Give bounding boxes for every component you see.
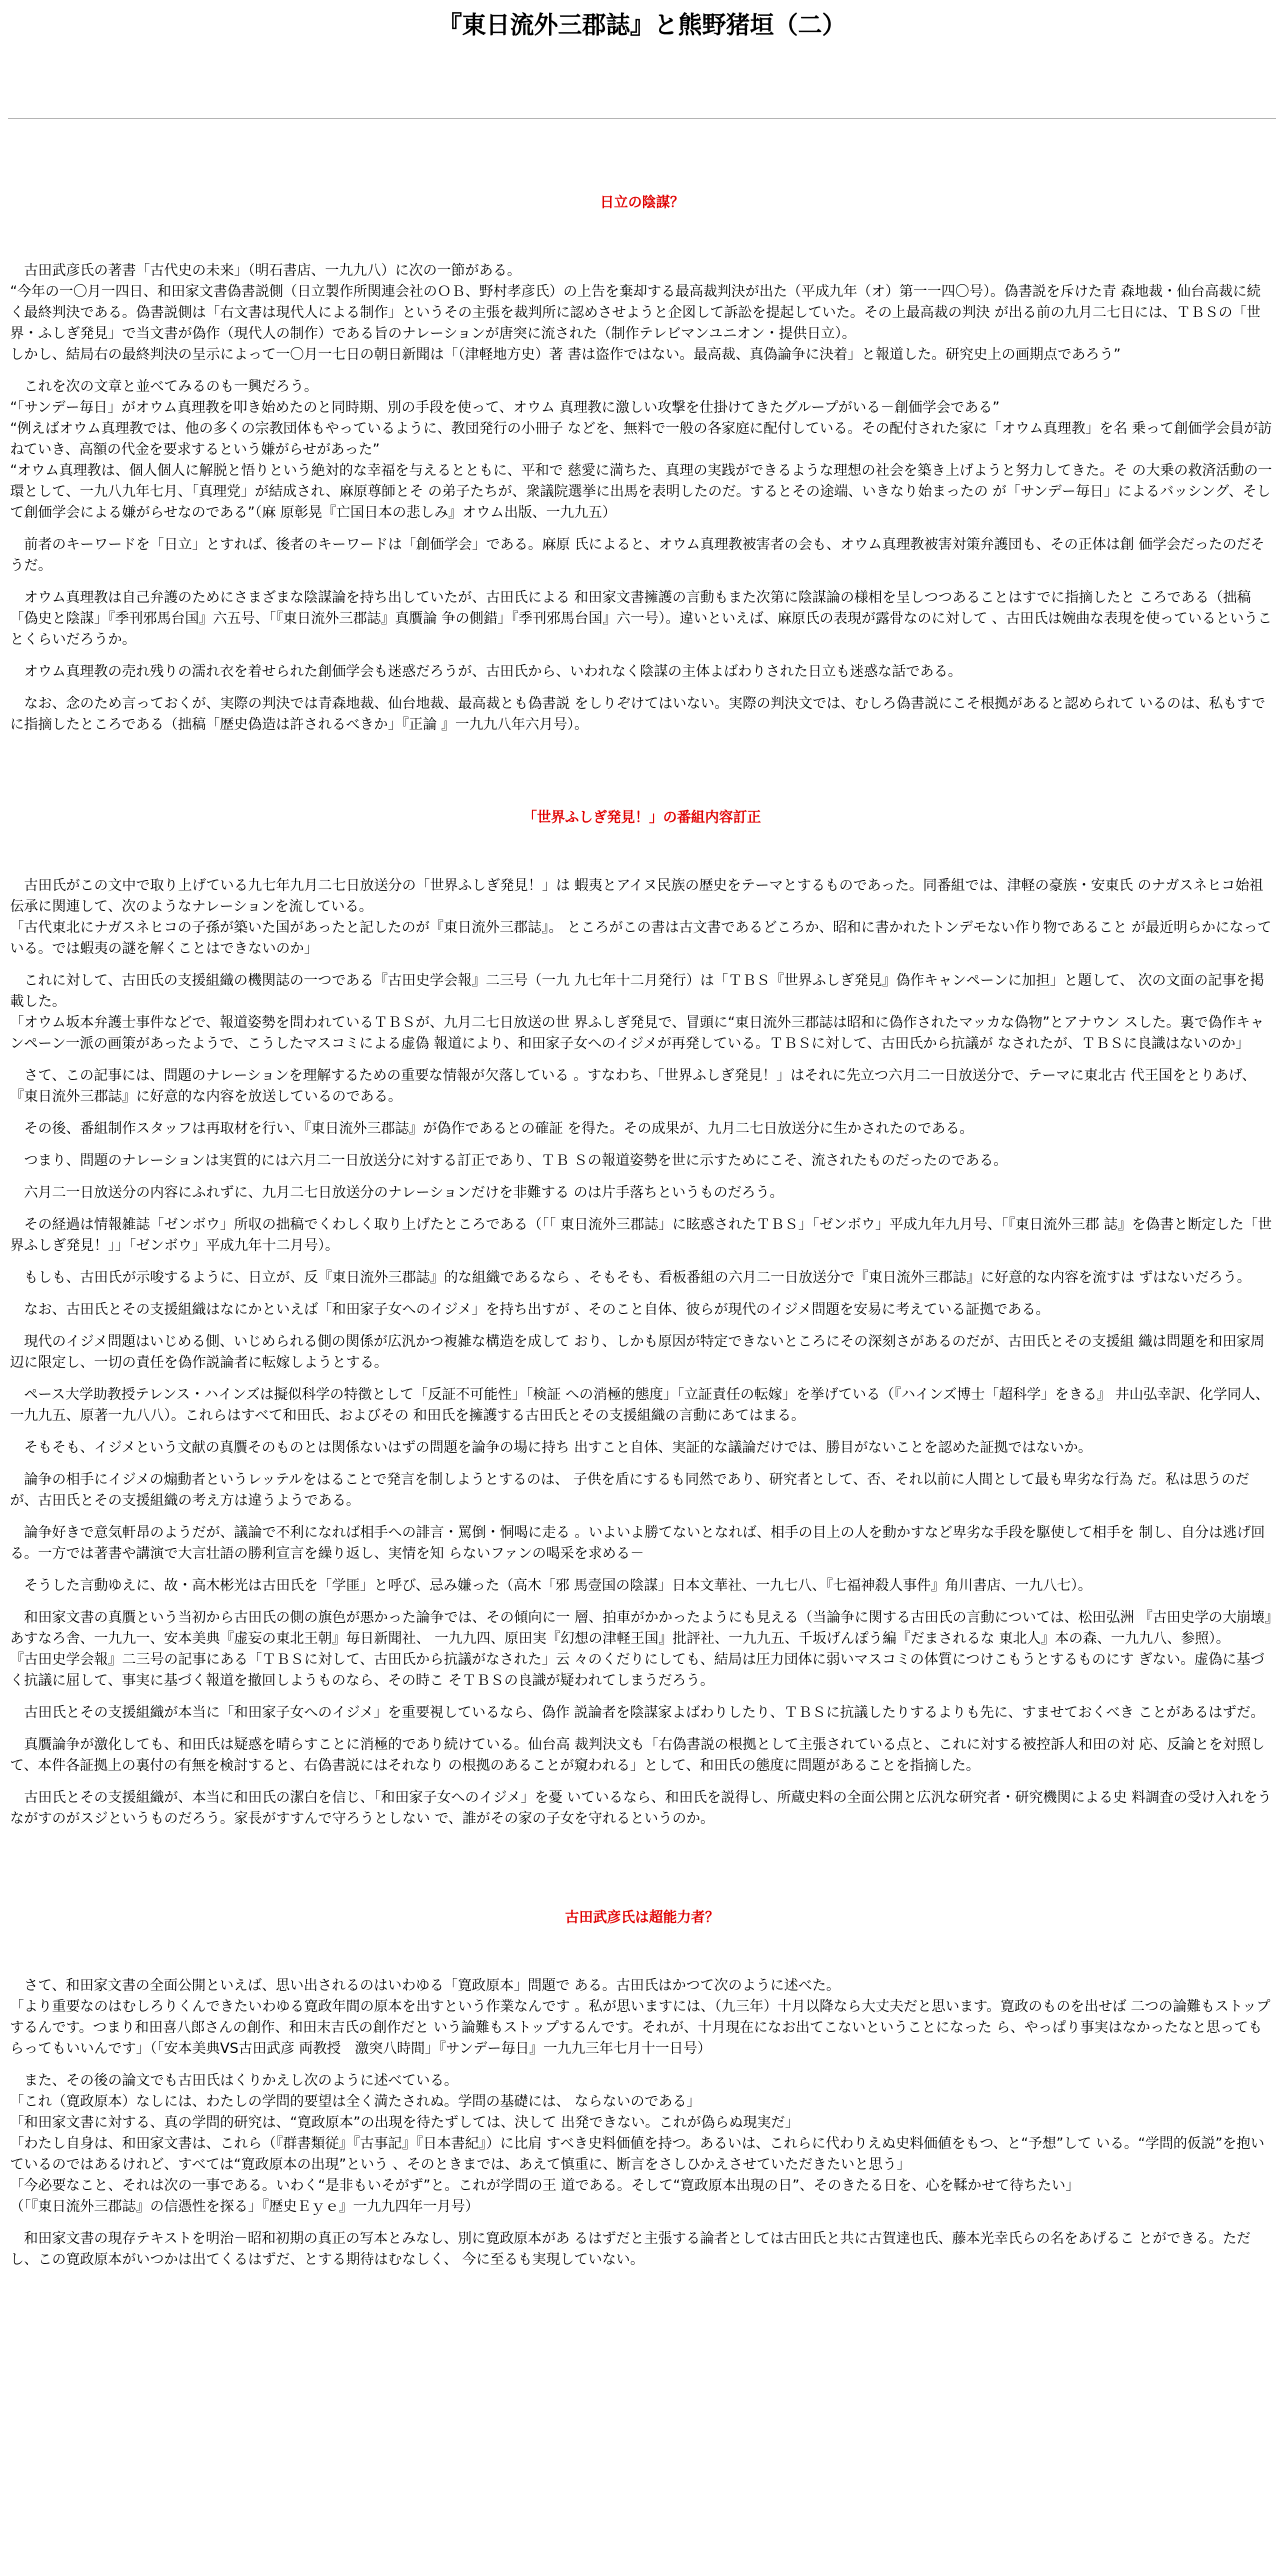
paragraph-line: 論争好きで意気軒昂のようだが、議論で不利になれば相手への誹言・罵倒・恫喝に走る 。いよいよ勝てないとなれば、相手の目上の人を動かすなど卑劣な手段を駆使して相手を 制し、自分は逃げ回る。一方では著書や講演で大言壮語の勝利宣言を繰り返し、実情を知 らないファンの喝采を求める－ bbox=[10, 1525, 1265, 1562]
paragraph bbox=[10, 1788, 1274, 1830]
paragraph-line: また、その後の論文でも古田氏はくりかえし次のように述べている。 bbox=[10, 2073, 458, 2089]
paragraph-line: “例えばオウム真理教では、他の多くの宗教団体もやっているように、教団発行の小冊子 などを、無料で一般の各家庭に配付している。その配付された家に「オウム真理教」を名 乗って創価学会員が訪ねていき、高額の代金を要求するという嫌がらせがあった” bbox=[10, 421, 1272, 458]
paragraph bbox=[10, 261, 1274, 366]
paragraph bbox=[10, 535, 1274, 577]
paragraph-line: 古田氏がこの文中で取り上げている九七年九月二七日放送分の「世界ふしぎ発見！」は 蝦夷とアイヌ民族の歴史をテーマとするものであった。同番組では、津軽の豪族・安東氏 のナガスネヒコ始祖伝承に関連して、次のようなナレーションを流している。 bbox=[10, 878, 1264, 915]
paragraph-line: そもそも、イジメという文献の真贋そのものとは関係ないはずの問題を論争の場に持ち 出すこと自体、実証的な議論だけでは、勝目がないことを認めた証拠ではないか。 bbox=[10, 1440, 1093, 1456]
paragraph bbox=[10, 1608, 1274, 1692]
paragraph-line: 「古代東北にナガスネヒコの子孫が築いた国があったと記したのが『東日流外三郡誌』。 ところがこの書は古文書であるどころか、昭和に書かれたトンデモない作り物であること が最近明らかになっている。では蝦夷の謎を解くことはできないのか」 bbox=[10, 920, 1272, 957]
section-heading: 古田武彦氏は超能力者？ bbox=[565, 1910, 719, 1926]
paragraph-line: その経過は情報雑誌「ゼンボウ」所収の拙稿でくわしく取り上げたところである（「「 東日流外三郡誌」に眩惑されたＴＢＳ」「ゼンボウ」平成九年九月号、「『東日流外三郡 誌』を偽書と断定した「世界ふしぎ発見！」」「ゼンボウ」平成九年十二月号）。 bbox=[10, 1217, 1272, 1254]
paragraph bbox=[10, 694, 1274, 736]
paragraph-line: 「わたし自身は、和田家文書は、これら（『群書類従』『古事記』『日本書紀』）に比肩 すべき史料価値を持つ。あるいは、これらに代わりえぬ史料価値をもつ、と“予想”して いる。“学問的仮説”を抱いているのではあるけれど、すべては“寛政原本の出現”という 、そのときまでは、あえて慎重に、断言をさしひかえさせていただきたいと思う」 bbox=[10, 2136, 1265, 2173]
paragraph bbox=[10, 377, 1274, 524]
title-divider bbox=[8, 118, 1276, 119]
paragraph bbox=[10, 1066, 1274, 1108]
paragraph-line: なお、古田氏とその支援組織はなにかといえば「和田家子女へのイジメ」を持ち出すが 、そのこと自体、彼らが現代のイジメ問題を安易に考えている証拠である。 bbox=[10, 1302, 1050, 1318]
section-heading: 日立の陰謀？ bbox=[600, 195, 684, 211]
section-body bbox=[0, 1976, 1284, 2271]
paragraph bbox=[10, 1576, 1274, 1597]
section bbox=[0, 193, 1284, 736]
paragraph-line: ペース大学助教授テレンス・ハインズは擬似科学の特徴として「反証不可能性」「検証 への消極的態度」「立証責任の転嫁」を挙げている（『ハインズ博士「超科学」をきる』 井山弘幸訳、化学同人、一九九五、原著一九八八）。これらはすべて和田氏、およびその 和田氏を擁護する古田氏とその支援組織の言動にあてはまる。 bbox=[10, 1387, 1270, 1424]
paragraph bbox=[10, 1183, 1274, 1204]
paragraph-line: 古田氏とその支援組織が、本当に和田氏の潔白を信じ、「和田家子女へのイジメ」を憂 いているなら、和田氏を説得し、所蔵史料の全面公開と広汎な研究者・研究機関による史 料調査の受け入れをうながすのがスジというものだろう。家長がすすんで守ろうとしない で、誰がその家の子女を守れるというのか。 bbox=[10, 1790, 1272, 1827]
paragraph-line: さて、和田家文書の全面公開といえば、思い出されるのはいわゆる「寛政原本」問題で ある。古田氏はかつて次のように述べた。 bbox=[10, 1978, 841, 1994]
paragraph bbox=[10, 1300, 1274, 1321]
paragraph-line: 『古田史学会報』二三号の記事にある「ＴＢＳに対して、古田氏から抗議がなされた」云 々のくだりにしても、結局は圧力団体に弱いマスコミの体質につけこもうとするものにす ぎない。虚偽に基づく抗議に屈して、事実に基づく報道を撤回しようものなら、その時こ そＴＢＳの良識が疑われてしまうだろう。 bbox=[10, 1652, 1265, 1689]
paragraph-line: 古田氏とその支援組織が本当に「和田家子女へのイジメ」を重要視しているなら、偽作 説論者を陰謀家よばわりしたり、ＴＢＳに抗議したりするよりも先に、すませておくべき ことがあるはずだ。 bbox=[10, 1705, 1265, 1721]
paragraph bbox=[10, 1976, 1274, 2060]
paragraph-line: 六月二一日放送分の内容にふれずに、九月二七日放送分のナレーションだけを非難する のは片手落ちというものだろう。 bbox=[10, 1185, 784, 1201]
paragraph-line: そうした言動ゆえに、故・高木彬光は古田氏を「学匪」と呼び、忌み嫌った（高木「邪 馬壹国の陰謀」日本文華社、一九七八、『七福神殺人事件』角川書店、一九八七）。 bbox=[10, 1578, 1092, 1594]
page-title: 『東日流外三郡誌』と熊野猪垣（二） bbox=[438, 11, 846, 39]
paragraph-line: もしも、古田氏が示唆するように、日立が、反『東日流外三郡誌』的な組織であるなら 、そもそも、看板番組の六月二一日放送分で『東日流外三郡誌』に好意的な内容を流すは ずはないだろう。 bbox=[10, 1270, 1251, 1286]
paragraph bbox=[10, 1119, 1274, 1140]
paragraph bbox=[10, 1703, 1274, 1724]
section-heading: 「世界ふしぎ発見！」の番組内容訂正 bbox=[523, 810, 761, 826]
paragraph bbox=[10, 662, 1274, 683]
paragraph bbox=[10, 1438, 1274, 1459]
paragraph bbox=[10, 876, 1274, 960]
paragraph-line: その後、番組制作スタッフは再取材を行い、『東日流外三郡誌』が偽作であるとの確証 を得た。その成果が、九月二七日放送分に生かされたのである。 bbox=[10, 1121, 974, 1137]
section bbox=[0, 808, 1284, 1830]
sections-container bbox=[0, 193, 1284, 2271]
paragraph-line: なお、念のため言っておくが、実際の判決では青森地裁、仙台地裁、最高裁とも偽書説 をしりぞけてはいない。実際の判決文では、むしろ偽書説にこそ根拠があると認められて いるのは、私もすでに指摘したところである（拙稿「歴史偽造は許されるべきか」『正論 』一九九八年六月号）。 bbox=[10, 696, 1266, 733]
paragraph-line: “「サンデー毎日」がオウム真理教を叩き始めたのと同時期、別の手段を使って、オウム 真理教に激しい攻撃を仕掛けてきたグループがいる－創価学会である” bbox=[10, 400, 1000, 416]
paragraph bbox=[10, 1215, 1274, 1257]
paragraph bbox=[10, 2071, 1274, 2218]
section bbox=[0, 1908, 1284, 2271]
section-body bbox=[0, 876, 1284, 1830]
paragraph bbox=[10, 1523, 1274, 1565]
paragraph-line: つまり、問題のナレーションは実質的には六月二一日放送分に対する訂正であり、ＴＢ Ｓの報道姿勢を世に示すためにこそ、流されたものだったのである。 bbox=[10, 1153, 1008, 1169]
paragraph bbox=[10, 1735, 1274, 1777]
paragraph-line: （「『東日流外三郡誌』の信憑性を探る」『歴史Ｅｙｅ』一九九四年一月号） bbox=[10, 2199, 479, 2215]
paragraph bbox=[10, 1385, 1274, 1427]
paragraph-line: しかし、結局右の最終判決の呈示によって一〇月一七日の朝日新聞は「（津軽地方史）著 書は盗作ではない。最高裁、真偽論争に決着」と報道した。研究史上の画期点であろう” bbox=[10, 347, 1121, 363]
paragraph-line: これを次の文章と並べてみるのも一興だろう。 bbox=[10, 379, 318, 395]
paragraph-line: 「オウム坂本弁護士事件などで、報道姿勢を問われているＴＢＳが、九月二七日放送の世 界ふしぎ発見で、冒頭に“東日流外三郡誌は昭和に偽作されたマッカな偽物”とアナウン スした。裏で偽作キャンペーン一派の画策があったようで、こうしたマスコミによる虚偽 報道により、和田家子女へのイジメが再発している。ＴＢＳに対して、古田氏から抗議が なされたが、ＴＢＳに良識はないのか」 bbox=[10, 1015, 1265, 1052]
paragraph-line: “オウム真理教は、個人個人に解脱と悟りという絶対的な幸福を与えるとともに、平和で 慈愛に満ちた、真理の実践ができるような理想の社会を築き上げようと努力してきた。そ の大乗の救済活動の一環として、一九八九年七月、「真理党」が結成され、麻原尊師とそ の弟子たちが、衆議院選挙に出馬を表明したのだ。するとその途端、いきなり始まったの が「サンデー毎日」によるバッシング、そして創価学会による嫌がらせなのである”（麻 原彰晃『亡国日本の悲しみ』オウム出版、一九九五） bbox=[10, 463, 1273, 521]
paragraph-line: 和田家文書の現存テキストを明治－昭和初期の真正の写本とみなし、別に寛政原本があ るはずだと主張する論者としては古田氏と共に古賀達也氏、藤本光幸氏らの名をあげるこ とができる。ただし、この寛政原本がいつかは出てくるはずだ、とする期待はむなしく、 今に至るも実現していない。 bbox=[10, 2231, 1251, 2268]
paragraph bbox=[10, 2229, 1274, 2271]
paragraph bbox=[10, 971, 1274, 1055]
paragraph bbox=[10, 588, 1274, 651]
paragraph-line: 「より重要なのはむしろりくんできたいわゆる寛政年間の原本を出すという作業なんです 。私が思いますには、（九三年）十月以降なら大丈夫だと思います。寛政のものを出せば 二つの論難もストップするんです。つまり和田喜八郎さんの創作、和田末吉氏の創作だと いう論難もストップするんです。それが、十月現在になお出てこないということになった ら、やっぱり事実はなかったなと思ってもらってもいいんです」（「安本美典VS古田武彦 両教授 激突八時間」『サンデー毎日』一九九三年七月十一日号） bbox=[10, 1999, 1271, 2057]
paragraph-line: 和田家文書の真贋という当初から古田氏の側の旗色が悪かった論争では、その傾向に一 層、拍車がかかったようにも見える（当論争に関する古田氏の言動については、松田弘洲 『古田史学の大崩壊』あすなろ舎、一九九一、安本美典『虚妄の東北王朝』毎日新聞社、 一九九四、原田実『幻想の津軽王国』批評社、一九九五、千坂げんぽう編『だまされるな 東北人』本の森、一九九八、参照）。 bbox=[10, 1610, 1272, 1647]
paragraph-line: 前者のキーワードを「日立」とすれば、後者のキーワードは「創価学会」である。麻原 氏によると、オウム真理教被害者の会も、オウム真理教被害対策弁護団も、その正体は創 価学会だったのだそうだ。 bbox=[10, 537, 1265, 574]
paragraph-line: これに対して、古田氏の支援組織の機関誌の一つである『古田史学会報』二三号（一九 九七年十二月発行）は「ＴＢＳ『世界ふしぎ発見』偽作キャンペーンに加担」と題して、 次の文面の記事を掲載した。 bbox=[10, 973, 1265, 1010]
section-body bbox=[0, 261, 1284, 736]
paragraph-line: “今年の一〇月一四日、和田家文書偽書説側（日立製作所関連会社のＯＢ、野村孝彦氏）の上告を棄却する最高裁判決が出た（平成九年（オ）第一一四〇号）。偽書説を斥けた青 森地裁・仙台高裁に続く最終判決である。偽書説側は「右文書は現代人による制作」というその主張を裁判所に認めさせようと企図して訴訟を提起していた。その上最高裁の判決 が出る前の九月二七日には、ＴＢＳの「世界・ふしぎ発見」で当文書が偽作（現代人の制作）である旨のナレーションが唐突に流された（制作テレビマンユニオン・提供日立）。 bbox=[10, 284, 1261, 342]
paragraph-line: オウム真理教は自己弁護のためにさまざまな陰謀論を持ち出していたが、古田氏による 和田家文書擁護の言動もまた次第に陰謀論の様相を呈しつつあることはすでに指摘したと ころである（拙稿「偽史と陰謀」『季刊邪馬台国』六五号、「『東日流外三郡誌』真贋論 争の側錯」『季刊邪馬台国』六一号）。違いといえば、麻原氏の表現が露骨なのに対して 、古田氏は婉曲な表現を使っているということくらいだろうか。 bbox=[10, 590, 1272, 648]
paragraph bbox=[10, 1470, 1274, 1512]
paragraph bbox=[10, 1268, 1274, 1289]
paragraph-line: 古田武彦氏の著書「古代史の未来」（明石書店、一九九八）に次の一節がある。 bbox=[10, 263, 521, 279]
paragraph-line: 真贋論争が激化しても、和田氏は疑惑を晴らすことに消極的であり続けている。仙台高 裁判決文も「右偽書説の根拠として主張されている点と、これに対する被控訴人和田の対 応、反論とを対照して、本件各証拠上の裏付の有無を検討すると、右偽書説にはそれなり の根拠のあることが窺われる」として、和田氏の態度に問題があることを指摘した。 bbox=[10, 1737, 1265, 1774]
paragraph bbox=[10, 1332, 1274, 1374]
paragraph-line: 論争の相手にイジメの煽動者というレッテルをはることで発言を制しようとするのは、 子供を盾にするも同然であり、研究者として、否、それ以前に人間として最も卑劣な行為 だ。私は思うのだが、古田氏とその支援組織の考え方は違うようである。 bbox=[10, 1472, 1250, 1509]
paragraph-line: さて、この記事には、問題のナレーションを理解するための重要な情報が欠落している 。すなわち、「世界ふしぎ発見！」はそれに先立つ六月二一日放送分で、テーマに東北古 代王国をとりあげ、『東日流外三郡誌』に好意的な内容を放送しているのである。 bbox=[10, 1068, 1256, 1105]
paragraph-line: 「和田家文書に対する、真の学問的研究は、“寛政原本”の出現を待たずしては、決して 出発できない。これが偽らぬ現実だ」 bbox=[10, 2115, 799, 2131]
paragraph-line: 現代のイジメ問題はいじめる側、いじめられる側の関係が広汎かつ複雑な構造を成して おり、しかも原因が特定できないところにその深刻さがあるのだが、古田氏とその支援組 織は問題を和田家周辺に限定し、一切の責任を偽作説論者に転嫁しようとする。 bbox=[10, 1334, 1265, 1371]
paragraph bbox=[10, 1151, 1274, 1172]
paragraph-line: 「今必要なこと、それは次の一事である。いわく“是非もいそがず”と。これが学問の王 道である。そして“寛政原本出現の日”、そのきたる日を、心を鞣かせて待ちたい」 bbox=[10, 2178, 1080, 2194]
paragraph-line: 「これ（寛政原本）なしには、わたしの学問的要望は全く満たされぬ。学問の基礎には、 ならないのである」 bbox=[10, 2094, 701, 2110]
paragraph-line: オウム真理教の売れ残りの濡れ衣を着せられた創価学会も迷惑だろうが、古田氏から、いわれなく陰謀の主体よばわりされた日立も迷惑な話である。 bbox=[10, 664, 962, 680]
